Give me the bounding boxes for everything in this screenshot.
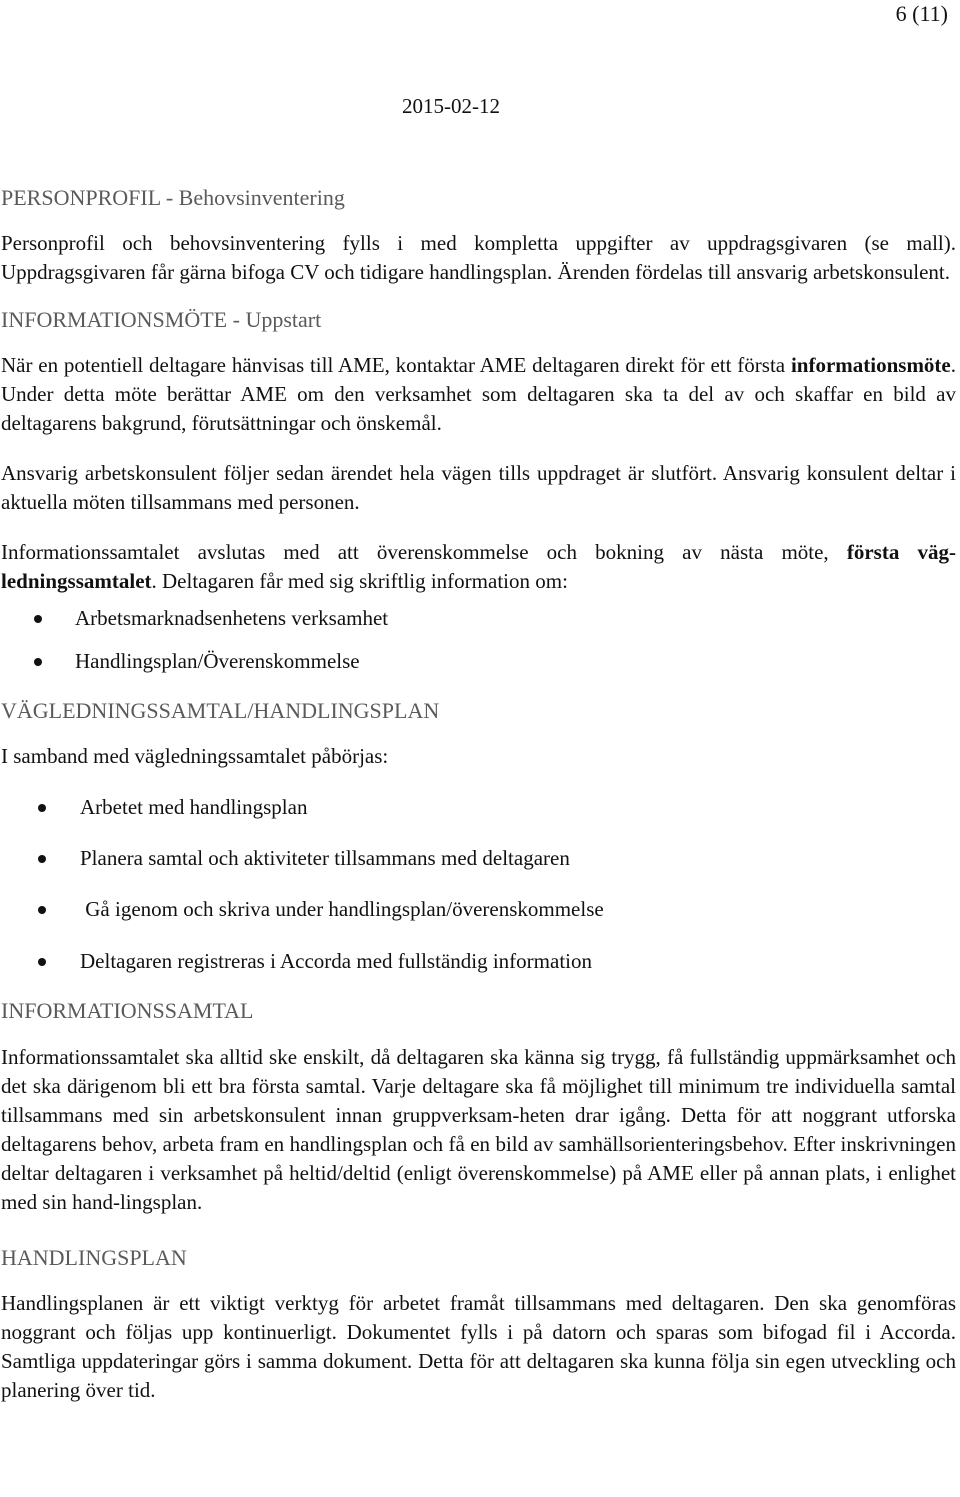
list-item (1, 647, 956, 676)
list-item (1, 604, 956, 633)
list-item-label: Arbetsmarknadsenhetens verksamhet (75, 606, 389, 630)
text-segment: . Under detta möte berättar AME om den verksamhet som deltagaren ska ta del av och skaffar en bild av deltagarens bakgrund, förutsättningar och önskemål. (1, 353, 956, 435)
list-item-label: Arbetet med handlingsplan (80, 795, 308, 819)
list-item-label: Deltagaren registreras i Accorda med fullständig information (80, 949, 592, 973)
paragraph-informationsmote-2: Ansvarig arbetskonsulent följer sedan ärendet hela vägen tills uppdraget är slutfört. Ansvarig konsulent deltar i aktuella möten tillsammans med personen. (1, 461, 956, 514)
bold-term-vagledningssamtalet: första väg-ledningssamtalet (1, 540, 956, 593)
bullet-icon (38, 804, 46, 812)
paragraph-informationsmote-1 (1, 351, 956, 438)
paragraph-informationsmote-3 (1, 538, 956, 596)
page-number: 6 (11) (895, 1, 948, 26)
bullet-icon (38, 906, 46, 914)
document-body (1, 183, 956, 1405)
paragraph-personprofil: Personprofil och behovsinventering fylls i med kompletta uppgifter av uppdragsgivaren (se mall). Uppdragsgivaren får gärna bifoga CV och tidigare handlingsplan. Ärenden fördelas till ansvarig arbetskonsulent. (1, 231, 956, 284)
document-date: 2015-02-12 (402, 94, 500, 118)
list-item-label: Gå igenom och skriva under handlingsplan/överenskommelse (80, 897, 604, 921)
heading-vagledningssamtal: VÄGLEDNINGSSAMTAL/HANDLINGSPLAN (1, 698, 440, 723)
text-segment: När en potentiell deltagare hänvisas till AME, kontaktar AME deltagaren direkt för ett första (1, 353, 791, 377)
text-segment: Informationssamtalet avslutas med att överenskommelse och bokning av nästa möte, (1, 540, 847, 564)
heading-personprofil: PERSONPROFIL - Behovsinventering (1, 185, 345, 210)
list-item (1, 844, 956, 873)
list-item-label: Handlingsplan/Överenskommelse (75, 649, 360, 673)
bold-term-informationsmote: informationsmöte (790, 353, 951, 377)
vagledning-list (1, 793, 956, 976)
heading-informationssamtal: INFORMATIONSSAMTAL (1, 998, 254, 1023)
list-item (1, 793, 956, 822)
paragraph-handlingsplan: Handlingsplanen är ett viktigt verktyg för arbetet framåt tillsammans med deltagaren. Den ska genomföras noggrant och följas upp kontinuerligt. Dokumentet fylls i på datorn och sparas som bifogad fil i Accorda. Samtliga uppdateringar görs i samma dokument. Detta för att deltagaren ska kunna följa sin egen utveckling och planering över tid. (1, 1291, 956, 1402)
bullet-icon (38, 958, 46, 966)
list-item (1, 947, 956, 976)
info-material-list (1, 604, 956, 676)
bullet-icon (34, 615, 42, 623)
list-item (1, 895, 956, 924)
paragraph-informationssamtal: Informationssamtalet ska alltid ske enskilt, då deltagaren ska känna sig trygg, få fullständig uppmärksamhet och det ska därigenom bli ett bra första samtal. Varje deltagare ska få möjlighet till minimum tre individuella samtal tillsammans med sin arbetskonsulent innan gruppverksam-heten drar igång. Detta för att noggrant utforska deltagarens behov, arbeta fram en handlingsplan och få en bild av samhällsorienteringsbehov. Efter inskrivningen deltar deltagaren i verksamhet på heltid/deltid (enligt överenskommelse) på AME eller på annan plats, i enlighet med sin hand-lingsplan. (1, 1045, 956, 1214)
paragraph-vagledning-intro: I samband med vägledningssamtalet påbörjas: (1, 744, 389, 768)
bullet-icon (34, 658, 42, 666)
text-segment: . Deltagaren får med sig skriftlig information om: (151, 569, 568, 593)
heading-handlingsplan: HANDLINGSPLAN (1, 1245, 187, 1270)
bullet-icon (38, 855, 46, 863)
list-item-label: Planera samtal och aktiviteter tillsammans med deltagaren (80, 846, 570, 870)
heading-informationsmote: INFORMATIONSMÖTE - Uppstart (1, 307, 322, 332)
